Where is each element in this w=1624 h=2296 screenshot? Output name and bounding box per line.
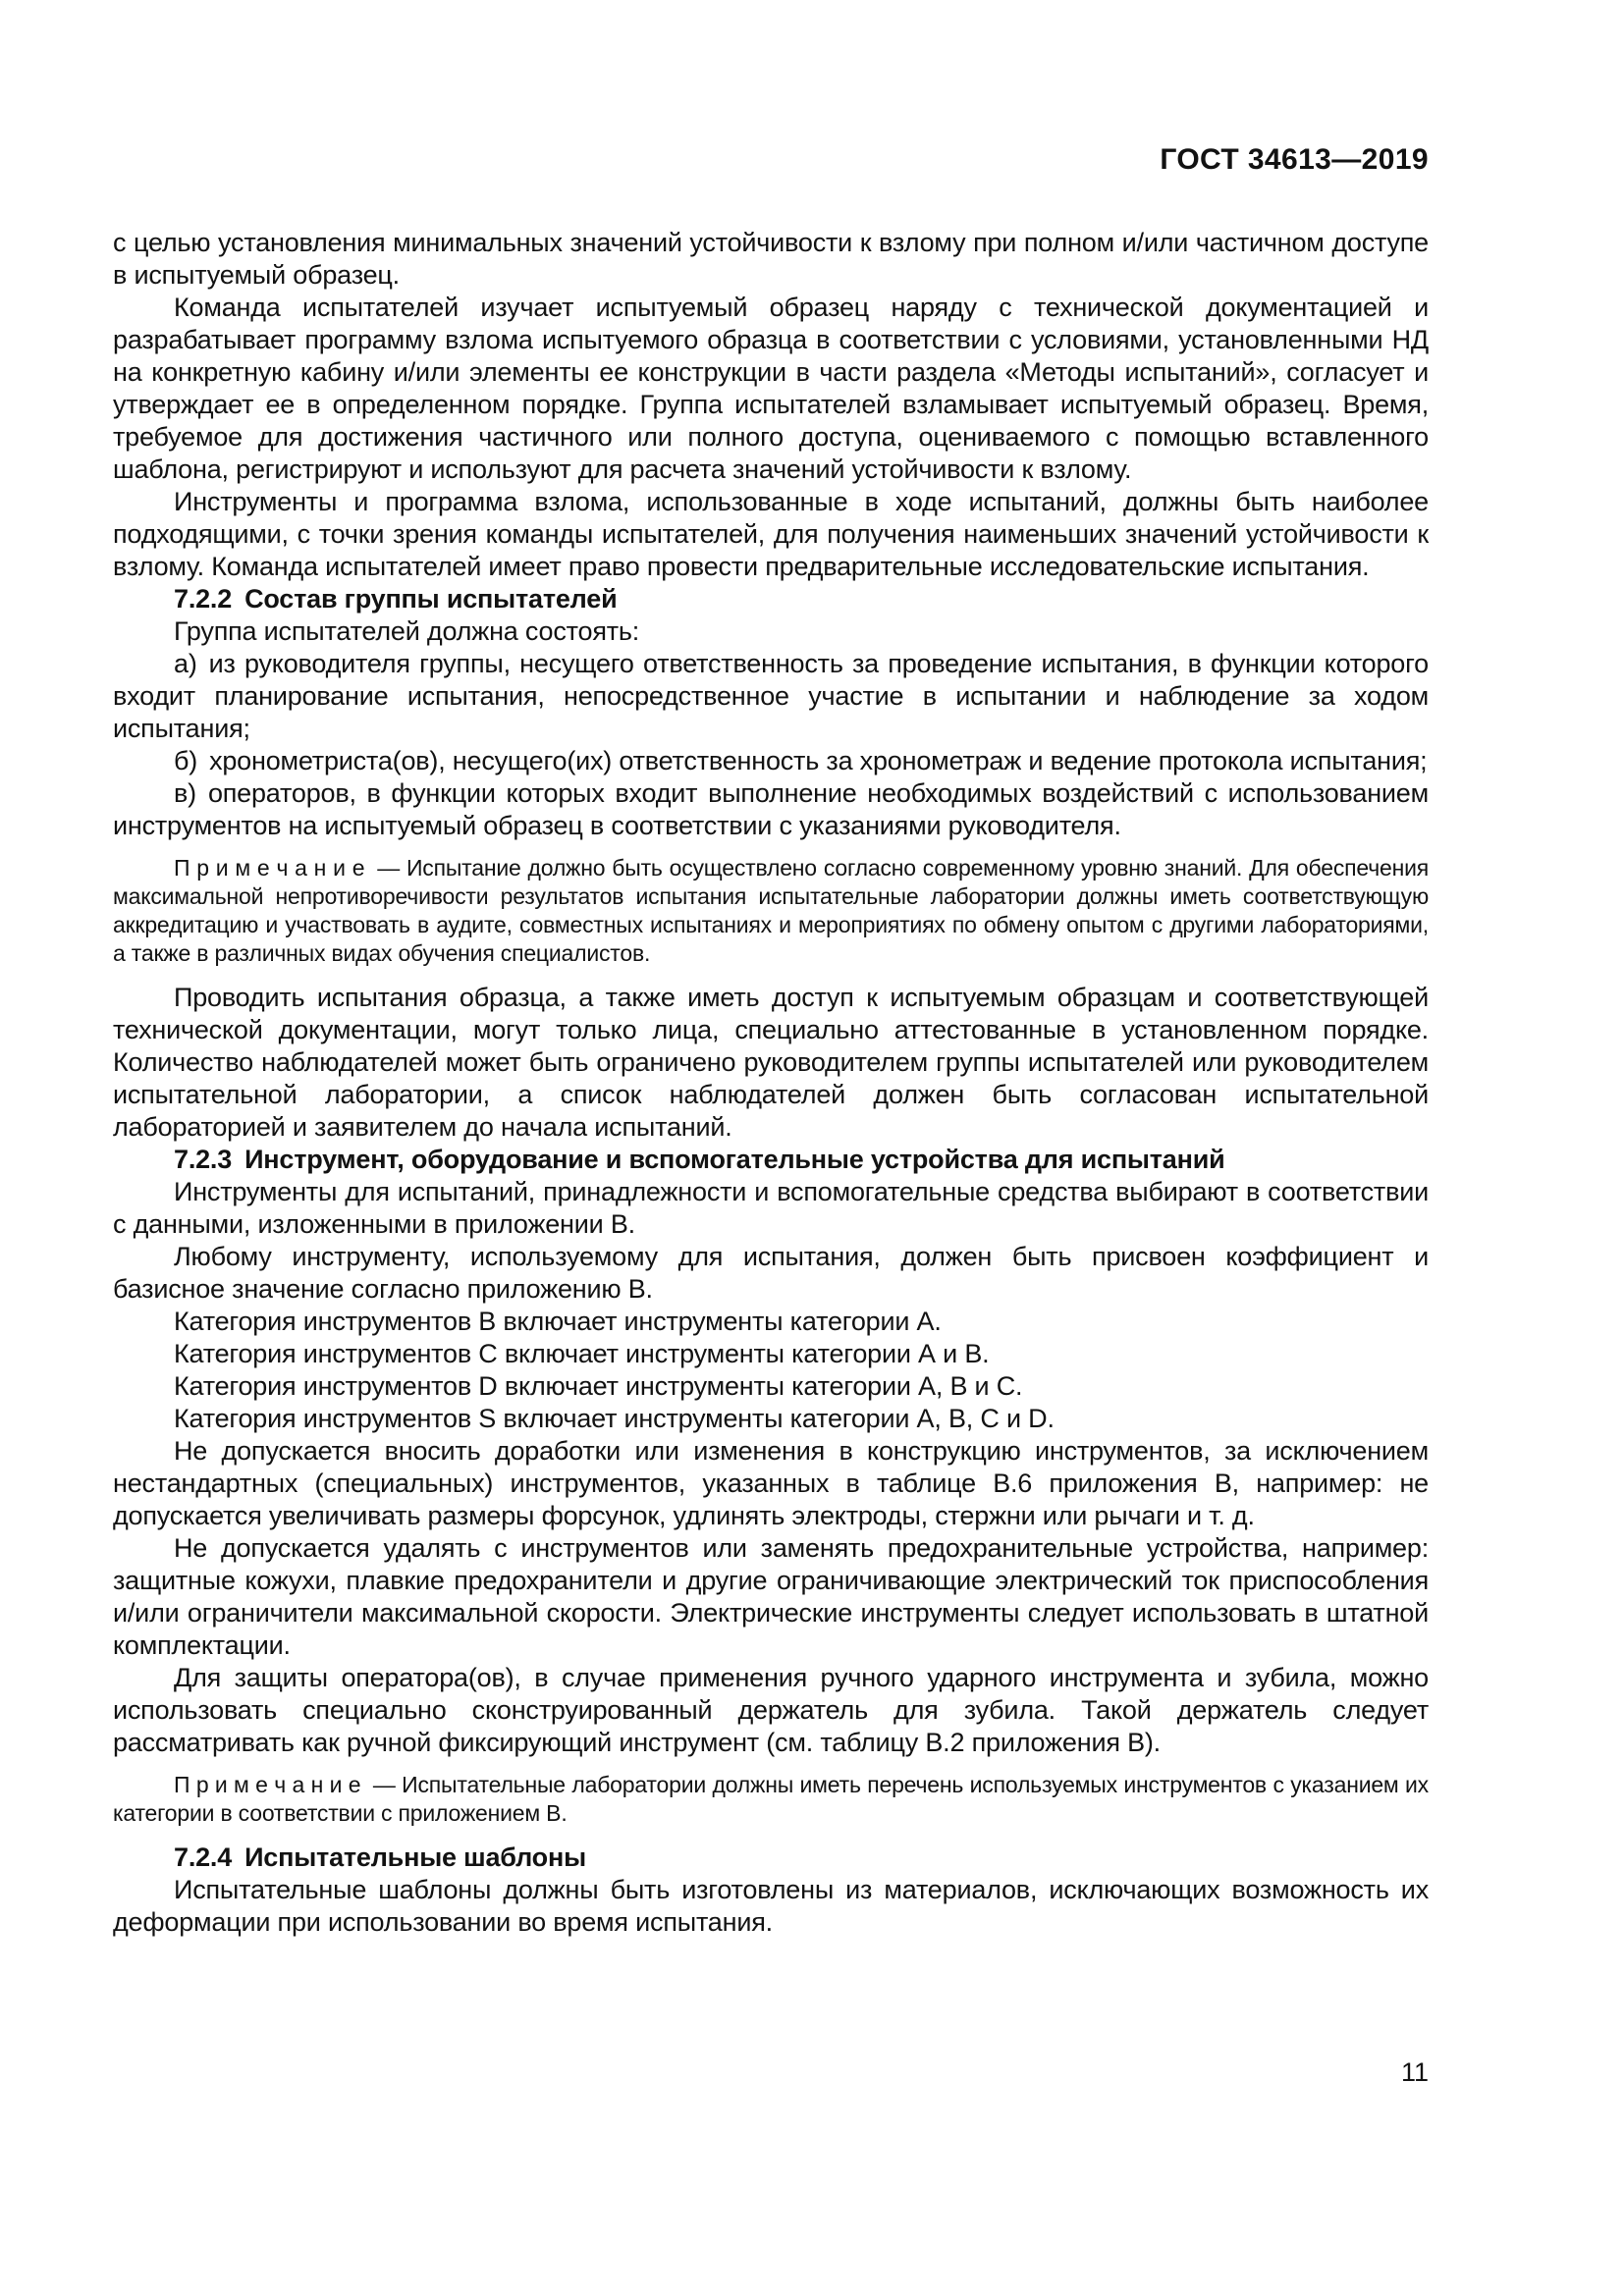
section-heading-7-2-4 bbox=[113, 1842, 1429, 1874]
standard-code: ГОСТ 34613—2019 bbox=[1160, 143, 1429, 176]
list-item-text: из руководителя группы, несущего ответственность за проведение испытания, в функции которого входит планирование испытания, непосредственное участие в испытании и наблюдение за ходом испытания; bbox=[113, 649, 1429, 743]
paragraph-category-c: Категория инструментов С включает инструменты категории А и В. bbox=[174, 1339, 990, 1368]
paragraph-group-composition-lead: Группа испытателей должна состоять: bbox=[174, 616, 640, 646]
list-item-v bbox=[113, 777, 1429, 842]
section-number: 7.2.2 bbox=[174, 584, 233, 614]
paragraph-category-b: Категория инструментов В включает инструменты категории А. bbox=[174, 1307, 942, 1336]
list-item-text: операторов, в функции которых входит выполнение необходимых воздействий с использованием инструментов на испытуемый образец в соответствии с указаниями руководителя. bbox=[113, 778, 1429, 840]
paragraph-templates-material: Испытательные шаблоны должны быть изготовлены из материалов, исключающих возможность их деформации при использовании во время испытания. bbox=[113, 1875, 1429, 1937]
paragraph-access-attestation: Проводить испытания образца, а также иметь доступ к испытуемым образцам и соответствующей технической документации, могут только лица, специально аттестованные в установленном порядке. Количество наблюдателей может быть ограничено руководителем группы испытателей или руководителем испытательной лаборатории, а список наблюдателей должен быть согласован испытательной лабораторией и заявителем до начала испытаний. bbox=[113, 983, 1429, 1142]
note-text: — Испытание должно быть осуществлено согласно современному уровню знаний. Для обеспечения максимальной непротиворечивости результатов испытания испытательные лаборатории должны иметь соответствующую аккредитацию и участвовать в аудите, совместных испытаниях и мероприятиях по обмену опытом с другими лабораториями, а также в различных видах обучения специалистов. bbox=[113, 855, 1429, 966]
section-heading-7-2-2 bbox=[113, 583, 1429, 615]
paragraph-tools-program: Инструменты и программа взлома, использованные в ходе испытаний, должны быть наиболее подходящими, с точки зрения команды испытателей, для получения наименьших значений устойчивости к взлому. Команда испытателей имеет право провести предварительные исследовательские испытания. bbox=[113, 487, 1429, 581]
list-item-a bbox=[113, 648, 1429, 745]
section-title: Инструмент, оборудование и вспомогательные устройства для испытаний bbox=[244, 1145, 1225, 1174]
section-title: Состав группы испытателей bbox=[244, 584, 618, 614]
note-block-2 bbox=[113, 1771, 1429, 1828]
list-item-b bbox=[113, 745, 1429, 777]
paragraph-tools-selection: Инструменты для испытаний, принадлежности и вспомогательные средства выбирают в соответствии с данными, изложенными в приложении В. bbox=[113, 1177, 1429, 1239]
document-body bbox=[113, 227, 1429, 1939]
paragraph-test-team-program: Команда испытателей изучает испытуемый образец наряду с технической документацией и разрабатывает программу взлома испытуемого образца в соответствии с условиями, установленными НД на конкретную кабину и/или элементы ее конструкции в части раздела «Методы испытаний», согласует и утверждает ее в определенном порядке. Группа испытателей взламывает испытуемый образец. Время, требуемое для достижения частичного или полного доступа, оцениваемого с помощью вставленного шаблона, регистрируют и используют для расчета значений устойчивости к взлому. bbox=[113, 293, 1429, 484]
section-number: 7.2.3 bbox=[174, 1145, 233, 1174]
list-marker: а) bbox=[174, 649, 197, 678]
note-label: П р и м е ч а н и е bbox=[174, 855, 365, 881]
paragraph-category-d: Категория инструментов D включает инструменты категории А, В и С. bbox=[174, 1371, 1023, 1401]
paragraph-operator-protection: Для защиты оператора(ов), в случае применения ручного ударного инструмента и зубила, можно использовать специально сконструированный держатель для зубила. Такой держатель следует рассматривать как ручной фиксирующий инструмент (см. таблицу В.2 приложения В). bbox=[113, 1663, 1429, 1757]
note-label: П р и м е ч а н и е bbox=[174, 1772, 361, 1797]
note-text: — Испытательные лаборатории должны иметь перечень используемых инструментов с указанием их категории в соответствии с приложением В. bbox=[113, 1772, 1429, 1826]
running-header bbox=[113, 143, 1429, 177]
section-number: 7.2.4 bbox=[174, 1842, 233, 1872]
section-heading-7-2-3 bbox=[113, 1144, 1429, 1176]
paragraph-intro-continuation: с целью установления минимальных значений устойчивости к взлому при полном и/или частичном доступе в испытуемый образец. bbox=[113, 228, 1429, 290]
list-marker: б) bbox=[174, 746, 198, 775]
note-block-1 bbox=[113, 854, 1429, 968]
list-marker: в) bbox=[174, 778, 196, 808]
section-title: Испытательные шаблоны bbox=[244, 1842, 586, 1872]
page-number: 11 bbox=[1400, 2057, 1429, 2087]
paragraph-category-s: Категория инструментов S включает инструменты категории А, В, С и D. bbox=[174, 1404, 1055, 1433]
paragraph-no-modifications: Не допускается вносить доработки или изменения в конструкцию инструментов, за исключением нестандартных (специальных) инструментов, указанных в таблице В.6 приложения В, например: не допускается увеличивать размеры форсунок, удлинять электроды, стержни или рычаги и т. д. bbox=[113, 1436, 1429, 1530]
paragraph-no-safety-removal: Не допускается удалять с инструментов или заменять предохранительные устройства, например: защитные кожухи, плавкие предохранители и другие ограничивающие электрический ток приспособления и/или ограничители максимальной скорости. Электрические инструменты следует использовать в штатной комплектации. bbox=[113, 1533, 1429, 1660]
paragraph-tool-coefficient: Любому инструменту, используемому для испытания, должен быть присвоен коэффициент и базисное значение согласно приложению В. bbox=[113, 1242, 1429, 1304]
list-item-text: хронометриста(ов), несущего(их) ответственность за хронометраж и ведение протокола испытания; bbox=[209, 746, 1428, 775]
